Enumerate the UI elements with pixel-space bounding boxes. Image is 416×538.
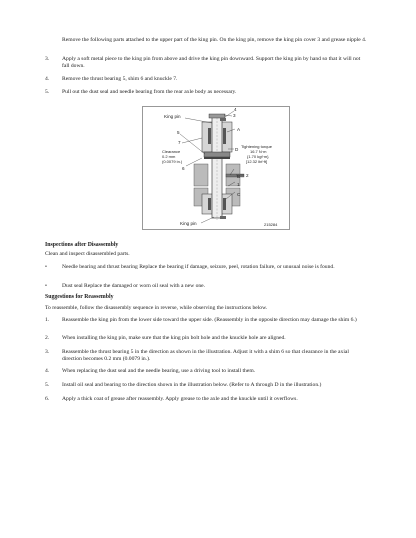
label-torque-3: {1.70 kgf·m} <box>247 154 269 159</box>
king-pin-cover <box>209 114 225 118</box>
figure-id: 215284 <box>264 222 278 227</box>
label-clearance-2: 0.2 mm <box>162 154 176 159</box>
bullet-mark: • <box>45 283 47 289</box>
label-5: 5 <box>177 130 180 135</box>
label-7: 7 <box>178 140 181 145</box>
label-torque-4: [12.32 lbf·ft] <box>246 159 268 164</box>
inspection-bullet-2: Dust seal Replace the damaged or worn oil seal with a new one. <box>62 283 206 289</box>
reassembly-step-3-number: 3. <box>45 349 50 355</box>
inspection-bullet-1: Needle bearing and thrust bearing Replace the bearing if damage, seizure, peel, rotation failure, or unusual noise is found. <box>62 264 335 270</box>
reassembly-step-3-text: Reassemble the thrust bearing 5 in the direction as shown in the illustration. Adjust it with a shim 6 so that clearance in the axial direction becomes 0.2 mm (0.0079 in.). <box>62 349 349 362</box>
reassembly-step-4-text: When replacing the dust seal and the needle bearing, use a driving tool to install them. <box>62 368 256 374</box>
reassembly-heading: Suggestions for Reassembly <box>45 294 114 300</box>
step-3-number: 3. <box>45 56 50 62</box>
reassembly-step-2-number: 2. <box>45 335 50 341</box>
inspection-intro: Clean and inspect disassembled parts. <box>45 251 130 257</box>
reassembly-step-6-number: 6. <box>45 396 50 402</box>
intro-paragraph: Remove the following parts attached to the upper part of the king pin. On the king pin, remove the king pin cover 3 and grease nipple 4. <box>62 37 367 43</box>
label-king-pin-bottom: King pin <box>180 221 197 226</box>
inspection-heading: Inspections after Disassembly <box>45 242 119 248</box>
reassembly-step-6-text: Apply a thick coat of grease after reassembly. Apply grease to the axle and the knuckle until it overflows. <box>62 396 298 402</box>
step-4-text: Remove the thrust bearing 5, shim 6 and knuckle 7. <box>62 76 178 82</box>
thrust-bearing <box>204 152 230 157</box>
reassembly-step-5-number: 5. <box>45 382 50 388</box>
label-A: A <box>237 127 241 132</box>
king-pin-diagram <box>142 106 290 230</box>
reassembly-step-1-text: Reassemble the king pin from the lower side toward the upper side. (Reassembly in the opposite direction may damage the shim 6.) <box>62 317 357 323</box>
label-D: D <box>235 147 239 152</box>
label-king-pin-top: King pin <box>164 114 181 119</box>
label-torque-1: Tightening torque <box>241 144 272 149</box>
step-5-number: 5. <box>45 89 50 95</box>
label-clearance-3: (0.0079 in.) <box>162 159 183 164</box>
bullet-mark: • <box>45 264 47 270</box>
label-C: C <box>237 192 241 197</box>
step-3-text: Apply a soft metal piece to the king pin from above and drive the king pin downward. Support the king pin by hand so that it will not fall down. <box>62 56 361 69</box>
label-2: 2 <box>246 173 249 178</box>
reassembly-step-2-text: When installing the king pin, make sure that the king pin bolt hole and the knuckle hole are aligned. <box>62 335 286 341</box>
label-4: 4 <box>234 107 237 112</box>
reassembly-step-1-number: 1. <box>45 317 50 323</box>
grease-nipple-top <box>220 118 226 121</box>
label-6: 6 <box>182 166 185 171</box>
reassembly-step-4-number: 4. <box>45 368 50 374</box>
label-3: 3 <box>233 113 236 118</box>
shim <box>204 157 230 159</box>
label-B: B <box>237 174 241 179</box>
step-4-number: 4. <box>45 76 50 82</box>
label-clearance-1: Clearance <box>162 149 181 154</box>
reassembly-intro: To reassemble, follow the disassembly sequence in reverse, while observing the instructions below. <box>45 305 268 311</box>
label-1: 1 <box>237 182 240 187</box>
label-torque-2: 16.7 N·m <box>250 149 267 154</box>
reassembly-step-5-text: Install oil seal and bearing to the direction shown in the illustration below. (Refer to A through D in the illustration.) <box>62 382 322 388</box>
grease-nipple-bottom <box>220 216 226 219</box>
step-5-text: Pull out the dust seal and needle bearing from the rear axle body as necessary. <box>62 89 237 95</box>
lock-bolt <box>226 174 244 177</box>
